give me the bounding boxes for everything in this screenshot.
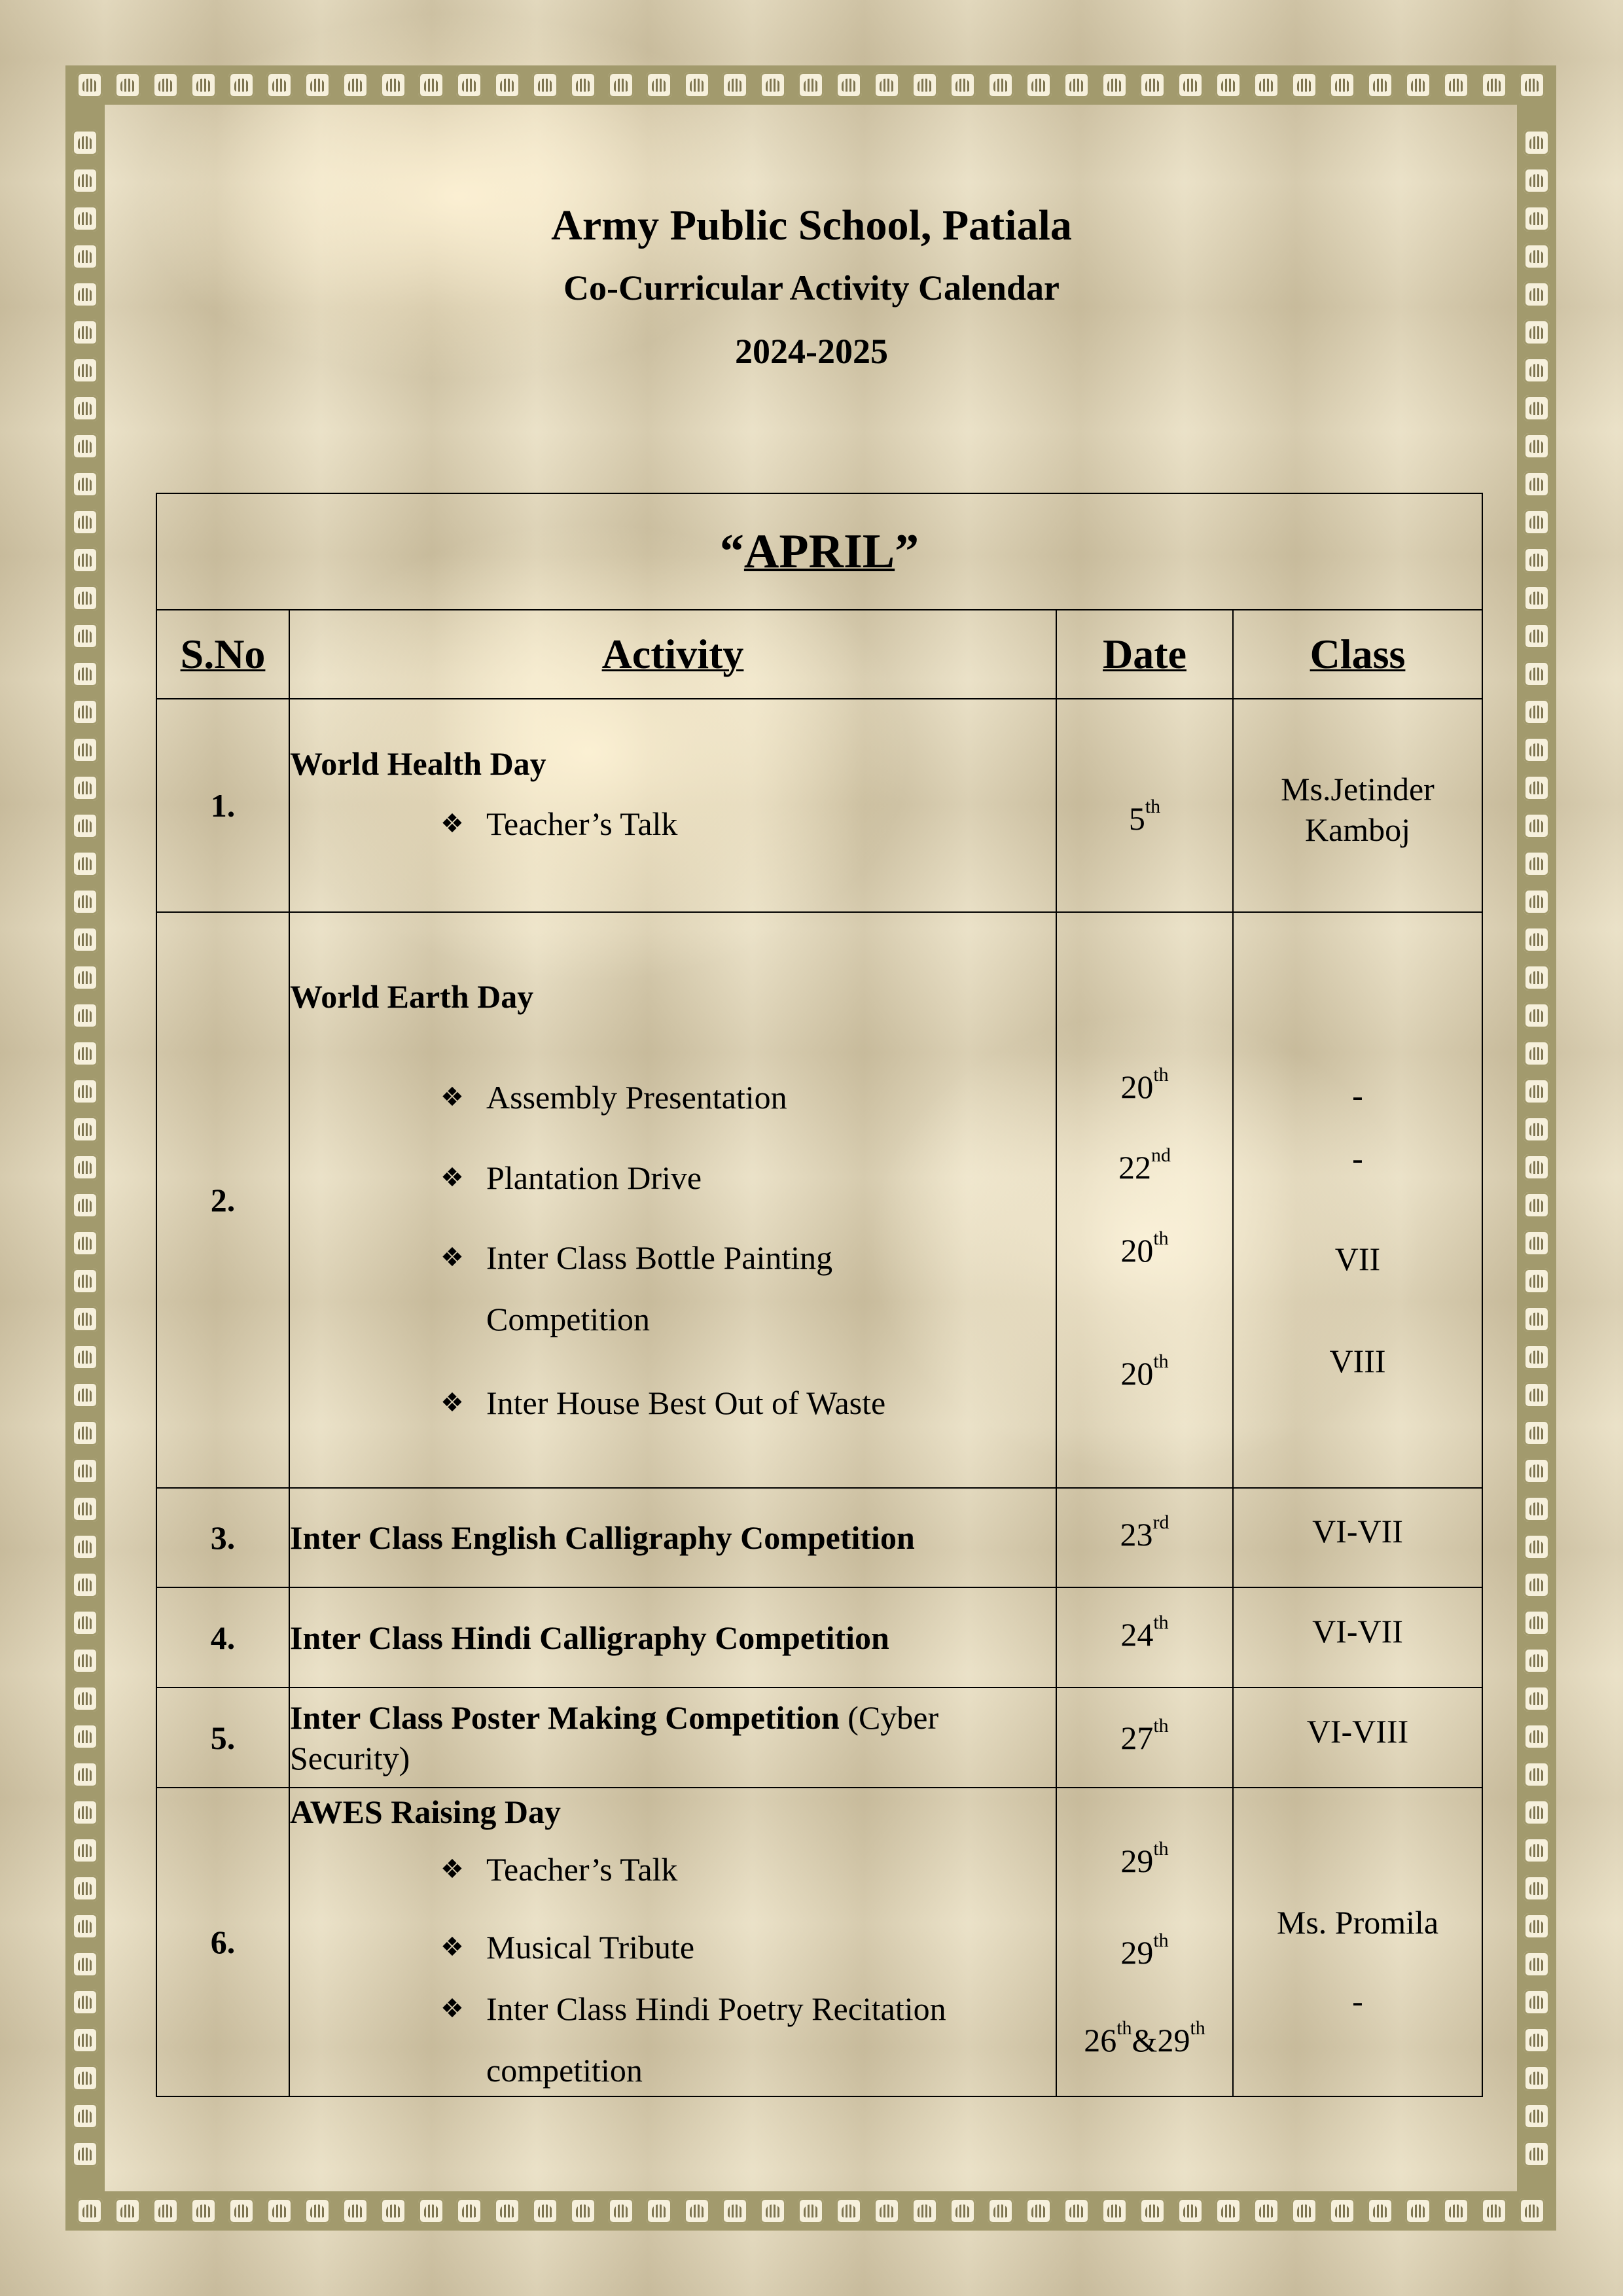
border-ornament-icon bbox=[1101, 2198, 1128, 2224]
border-ornament-icon bbox=[72, 1837, 98, 1863]
quote-open: “ bbox=[719, 524, 744, 578]
border-ornament-icon bbox=[152, 2198, 179, 2224]
border-ornament-icon bbox=[72, 1686, 98, 1712]
border-ornament-icon bbox=[1524, 1648, 1550, 1674]
border-ornament-icon bbox=[608, 2198, 634, 2224]
date-entry: 29th bbox=[1120, 1838, 1169, 1879]
border-ornament-icon bbox=[988, 2198, 1014, 2224]
border-ornament-icon bbox=[1524, 1268, 1550, 1294]
border-ornament-icon bbox=[1215, 2198, 1241, 2224]
border-ornament-icon bbox=[72, 889, 98, 915]
border-left-ornament bbox=[65, 105, 105, 2191]
border-ornament-icon bbox=[342, 2198, 368, 2224]
border-ornament-icon bbox=[1524, 2027, 1550, 2053]
border-ornament-icon bbox=[912, 72, 938, 98]
border-ornament-icon bbox=[1524, 964, 1550, 991]
border-ornament-icon bbox=[1063, 72, 1090, 98]
border-ornament-icon bbox=[1524, 1382, 1550, 1408]
row-class: VI-VII bbox=[1233, 1488, 1482, 1587]
border-ornament-icon bbox=[1291, 2198, 1317, 2224]
border-ornament-icon bbox=[72, 699, 98, 725]
border-ornament-icon bbox=[72, 1116, 98, 1142]
border-ornament-icon bbox=[1524, 1078, 1550, 1104]
activity-item-text-cont: Competition bbox=[486, 1301, 650, 1337]
activity-item-text: Teacher’s Talk bbox=[486, 1851, 678, 1888]
activity-item-text: Inter Class Bottle Painting bbox=[486, 1239, 833, 1276]
class-entry: - bbox=[1352, 1140, 1363, 1176]
border-ornament-icon bbox=[1524, 1192, 1550, 1218]
border-ornament-icon bbox=[72, 1420, 98, 1446]
border-ornament-icon bbox=[1253, 72, 1279, 98]
border-bottom-ornament bbox=[65, 2191, 1556, 2231]
border-ornament-icon bbox=[72, 130, 98, 156]
class-entry: - bbox=[1352, 1983, 1363, 2019]
class-line: Ms.Jetinder bbox=[1281, 771, 1435, 807]
bullet-icon: ❖ bbox=[440, 1932, 464, 1962]
border-ornament-icon bbox=[77, 72, 103, 98]
border-ornament-icon bbox=[1524, 1458, 1550, 1484]
border-ornament-icon bbox=[115, 2198, 141, 2224]
table-header-row bbox=[156, 610, 1482, 699]
border-ornament-icon bbox=[190, 2198, 217, 2224]
activity-title: World Health Day bbox=[290, 745, 546, 782]
activity-title-note: (Cyber Security) bbox=[290, 1699, 939, 1776]
border-ornament-icon bbox=[72, 775, 98, 801]
border-ornament-icon bbox=[72, 1306, 98, 1332]
border-ornament-icon bbox=[72, 1913, 98, 1939]
bullet-icon: ❖ bbox=[440, 1854, 464, 1884]
calendar-title: Co-Curricular Activity Calendar bbox=[563, 268, 1060, 308]
table-row bbox=[156, 1687, 1482, 1788]
border-ornament-icon bbox=[1524, 1344, 1550, 1370]
border-ornament-icon bbox=[72, 1723, 98, 1750]
border-ornament-icon bbox=[72, 927, 98, 953]
row-activity bbox=[289, 1687, 1056, 1788]
border-ornament-icon bbox=[72, 2027, 98, 2053]
row-date bbox=[1056, 1788, 1233, 2096]
header-sno: S.No bbox=[156, 610, 289, 699]
border-top-ornament bbox=[65, 65, 1556, 105]
border-ornament-icon bbox=[72, 813, 98, 839]
border-ornament-icon bbox=[950, 72, 976, 98]
border-ornament-icon bbox=[912, 2198, 938, 2224]
border-ornament-icon bbox=[1524, 2065, 1550, 2091]
month-name: APRIL bbox=[743, 524, 895, 578]
border-ornament-icon bbox=[1253, 2198, 1279, 2224]
border-ornament-icon bbox=[1329, 2198, 1355, 2224]
activity-title: Inter Class Poster Making Competition bbox=[290, 1699, 840, 1736]
border-ornament-icon bbox=[72, 1761, 98, 1788]
border-ornament-icon bbox=[1524, 130, 1550, 156]
border-ornament-icon bbox=[228, 72, 255, 98]
border-ornament-icon bbox=[72, 1344, 98, 1370]
border-ornament-icon bbox=[1524, 1572, 1550, 1598]
table-row bbox=[156, 1587, 1482, 1687]
border-ornament-icon bbox=[760, 72, 786, 98]
border-ornament-icon bbox=[1291, 72, 1317, 98]
border-ornament-icon bbox=[1524, 1002, 1550, 1029]
row-sno: 5. bbox=[156, 1687, 289, 1788]
activity-item-text: Assembly Presentation bbox=[486, 1079, 787, 1116]
border-ornament-icon bbox=[1524, 2141, 1550, 2167]
border-ornament-icon bbox=[72, 1648, 98, 1674]
border-ornament-icon bbox=[1524, 699, 1550, 725]
bullet-icon: ❖ bbox=[440, 1388, 464, 1418]
border-ornament-icon bbox=[646, 2198, 672, 2224]
date-entry: 22nd bbox=[1118, 1144, 1171, 1186]
activity-item-text: Inter House Best Out of Waste bbox=[486, 1385, 886, 1421]
border-ornament-icon bbox=[72, 471, 98, 497]
activity-item bbox=[440, 1850, 677, 1889]
border-ornament-icon bbox=[72, 168, 98, 194]
border-ornament-icon bbox=[1524, 1420, 1550, 1446]
border-ornament-icon bbox=[950, 2198, 976, 2224]
header-class: Class bbox=[1233, 610, 1482, 699]
row-sno: 6. bbox=[156, 1788, 289, 2096]
border-ornament-icon bbox=[72, 1458, 98, 1484]
date-value: 5 bbox=[1128, 800, 1145, 837]
border-ornament-icon bbox=[1524, 1799, 1550, 1826]
border-ornament-icon bbox=[1405, 2198, 1431, 2224]
border-ornament-icon bbox=[1524, 1723, 1550, 1750]
border-ornament-icon bbox=[1524, 509, 1550, 535]
table-row bbox=[156, 1488, 1482, 1587]
date-entry: 20th bbox=[1120, 1064, 1169, 1105]
row-sno: 4. bbox=[156, 1587, 289, 1687]
border-ornament-icon bbox=[72, 585, 98, 611]
border-ornament-icon bbox=[1063, 2198, 1090, 2224]
border-ornament-icon bbox=[684, 2198, 710, 2224]
border-ornament-icon bbox=[1524, 851, 1550, 877]
border-ornament-icon bbox=[532, 72, 558, 98]
border-ornament-icon bbox=[570, 2198, 596, 2224]
border-ornament-icon bbox=[77, 2198, 103, 2224]
row-date bbox=[1056, 912, 1233, 1488]
border-ornament-icon bbox=[380, 2198, 406, 2224]
row-class: VI-VII bbox=[1233, 1587, 1482, 1687]
border-ornament-icon bbox=[1524, 395, 1550, 421]
border-ornament-icon bbox=[72, 623, 98, 649]
border-ornament-icon bbox=[1367, 2198, 1393, 2224]
border-ornament-icon bbox=[1524, 661, 1550, 687]
date-entry: 29th bbox=[1120, 1930, 1169, 1971]
table-row bbox=[156, 699, 1482, 912]
border-ornament-icon bbox=[266, 2198, 293, 2224]
border-ornament-icon bbox=[1524, 1154, 1550, 1180]
border-ornament-icon bbox=[1524, 1989, 1550, 2015]
activity-item bbox=[440, 1383, 885, 1422]
activity-item bbox=[440, 1078, 787, 1117]
border-ornament-icon bbox=[72, 1154, 98, 1180]
activity-item-text: Inter Class Hindi Poetry Recitation bbox=[486, 1990, 946, 2027]
border-ornament-icon bbox=[1524, 1116, 1550, 1142]
border-ornament-icon bbox=[72, 1572, 98, 1598]
border-ornament-icon bbox=[1215, 72, 1241, 98]
border-ornament-icon bbox=[1524, 1306, 1550, 1332]
border-ornament-icon bbox=[72, 1078, 98, 1104]
border-ornament-icon bbox=[1329, 72, 1355, 98]
border-ornament-icon bbox=[684, 72, 710, 98]
border-ornament-icon bbox=[836, 72, 862, 98]
border-ornament-icon bbox=[304, 72, 330, 98]
border-ornament-icon bbox=[1524, 471, 1550, 497]
border-ornament-icon bbox=[1026, 72, 1052, 98]
date-entry: 20th bbox=[1120, 1351, 1169, 1392]
border-ornament-icon bbox=[646, 72, 672, 98]
activity-item bbox=[440, 1978, 946, 2101]
bullet-icon: ❖ bbox=[440, 1163, 464, 1193]
activity-item bbox=[440, 804, 1056, 843]
row-date: 24th bbox=[1056, 1587, 1233, 1687]
row-activity bbox=[289, 699, 1056, 912]
activity-title: World Earth Day bbox=[290, 978, 534, 1015]
border-ornament-icon bbox=[1524, 1875, 1550, 1901]
border-ornament-icon bbox=[1524, 2103, 1550, 2129]
border-ornament-icon bbox=[456, 2198, 482, 2224]
row-sno: 3. bbox=[156, 1488, 289, 1587]
border-ornament-icon bbox=[570, 72, 596, 98]
bullet-icon: ❖ bbox=[440, 1994, 464, 2024]
activity-item-text: Plantation Drive bbox=[486, 1159, 702, 1196]
border-ornament-icon bbox=[494, 2198, 520, 2224]
border-ornament-icon bbox=[760, 2198, 786, 2224]
activity-table bbox=[156, 493, 1483, 2097]
month-heading bbox=[156, 493, 1482, 610]
border-ornament-icon bbox=[380, 72, 406, 98]
border-ornament-icon bbox=[1524, 927, 1550, 953]
border-ornament-icon bbox=[72, 2141, 98, 2167]
border-ornament-icon bbox=[1405, 72, 1431, 98]
border-ornament-icon bbox=[1524, 775, 1550, 801]
border-ornament-icon bbox=[72, 509, 98, 535]
class-entry: VIII bbox=[1329, 1343, 1386, 1379]
border-ornament-icon bbox=[1101, 72, 1128, 98]
border-ornament-icon bbox=[1524, 433, 1550, 459]
row-activity bbox=[289, 912, 1056, 1488]
border-ornament-icon bbox=[798, 2198, 824, 2224]
border-ornament-icon bbox=[1367, 72, 1393, 98]
border-ornament-icon bbox=[1524, 1040, 1550, 1067]
row-class bbox=[1233, 1788, 1482, 2096]
border-ornament-icon bbox=[72, 851, 98, 877]
activity-item bbox=[440, 1158, 702, 1197]
border-ornament-icon bbox=[72, 1382, 98, 1408]
border-ornament-icon bbox=[1481, 2198, 1507, 2224]
activity-item bbox=[440, 1928, 694, 1967]
activity-item-text: Musical Tribute bbox=[486, 1929, 695, 1966]
border-ornament-icon bbox=[1524, 1610, 1550, 1636]
border-ornament-icon bbox=[72, 737, 98, 763]
bullet-icon: ❖ bbox=[440, 809, 464, 839]
class-entry: - bbox=[1352, 1077, 1363, 1114]
border-ornament-icon bbox=[72, 1989, 98, 2015]
border-ornament-icon bbox=[1524, 547, 1550, 573]
border-ornament-icon bbox=[72, 1268, 98, 1294]
border-ornament-icon bbox=[722, 72, 748, 98]
border-ornament-icon bbox=[1524, 1496, 1550, 1522]
border-ornament-icon bbox=[72, 1192, 98, 1218]
quote-close: ” bbox=[895, 524, 919, 578]
border-ornament-icon bbox=[190, 72, 217, 98]
border-ornament-icon bbox=[72, 1951, 98, 1977]
border-ornament-icon bbox=[1524, 1761, 1550, 1788]
border-ornament-icon bbox=[1524, 737, 1550, 763]
border-ornament-icon bbox=[988, 72, 1014, 98]
border-ornament-icon bbox=[72, 2065, 98, 2091]
row-activity: Inter Class Hindi Calligraphy Competition bbox=[289, 1587, 1056, 1687]
border-ornament-icon bbox=[1139, 72, 1166, 98]
border-ornament-icon bbox=[1524, 1230, 1550, 1256]
class-entry: VII bbox=[1334, 1241, 1381, 1277]
border-ornament-icon bbox=[1524, 813, 1550, 839]
class-line: Kamboj bbox=[1304, 811, 1411, 848]
border-ornament-icon bbox=[72, 1040, 98, 1067]
border-ornament-icon bbox=[418, 2198, 444, 2224]
table-row bbox=[156, 912, 1482, 1488]
border-ornament-icon bbox=[1139, 2198, 1166, 2224]
border-ornament-icon bbox=[72, 1002, 98, 1029]
border-ornament-icon bbox=[115, 72, 141, 98]
activity-item bbox=[440, 1227, 832, 1350]
table-row bbox=[156, 1788, 1482, 2096]
border-ornament-icon bbox=[72, 547, 98, 573]
border-ornament-icon bbox=[418, 72, 444, 98]
row-activity bbox=[289, 1788, 1056, 2096]
border-ornament-icon bbox=[494, 72, 520, 98]
date-entry: 20th bbox=[1120, 1227, 1169, 1269]
border-ornament-icon bbox=[1524, 168, 1550, 194]
activity-title: AWES Raising Day bbox=[290, 1793, 561, 1830]
border-ornament-icon bbox=[342, 72, 368, 98]
border-ornament-icon bbox=[1519, 2198, 1545, 2224]
class-entry: Ms. Promila bbox=[1276, 1904, 1439, 1941]
school-name: Army Public School, Patiala bbox=[551, 202, 1072, 249]
header-date: Date bbox=[1056, 610, 1233, 699]
border-ornament-icon bbox=[72, 1875, 98, 1901]
row-class: VI-VIII bbox=[1233, 1687, 1482, 1788]
border-ornament-icon bbox=[874, 2198, 900, 2224]
document-header bbox=[0, 196, 1623, 383]
border-ornament-icon bbox=[608, 72, 634, 98]
border-ornament-icon bbox=[1524, 889, 1550, 915]
border-ornament-icon bbox=[266, 72, 293, 98]
border-ornament-icon bbox=[1026, 2198, 1052, 2224]
border-ornament-icon bbox=[72, 1799, 98, 1826]
border-ornament-icon bbox=[1524, 1686, 1550, 1712]
border-ornament-icon bbox=[1524, 1913, 1550, 1939]
border-ornament-icon bbox=[1524, 623, 1550, 649]
border-ornament-icon bbox=[72, 1534, 98, 1560]
border-ornament-icon bbox=[72, 661, 98, 687]
date-entry: 26th&29th bbox=[1084, 2017, 1205, 2058]
border-ornament-icon bbox=[874, 72, 900, 98]
border-ornament-icon bbox=[152, 72, 179, 98]
border-ornament-icon bbox=[1481, 72, 1507, 98]
row-sno: 1. bbox=[156, 699, 289, 912]
border-ornament-icon bbox=[1443, 72, 1469, 98]
row-activity: Inter Class English Calligraphy Competition bbox=[289, 1488, 1056, 1587]
border-ornament-icon bbox=[836, 2198, 862, 2224]
row-sno: 2. bbox=[156, 912, 289, 1488]
border-ornament-icon bbox=[798, 72, 824, 98]
border-ornament-icon bbox=[72, 433, 98, 459]
border-ornament-icon bbox=[228, 2198, 255, 2224]
border-ornament-icon bbox=[532, 2198, 558, 2224]
date-suffix: th bbox=[1145, 796, 1161, 817]
activity-item-text-cont: competition bbox=[486, 2052, 643, 2089]
border-right-ornament bbox=[1517, 105, 1556, 2191]
border-ornament-icon bbox=[1443, 2198, 1469, 2224]
activity-item-text: Teacher’s Talk bbox=[486, 805, 678, 842]
border-ornament-icon bbox=[72, 2103, 98, 2129]
border-ornament-icon bbox=[456, 72, 482, 98]
border-ornament-icon bbox=[1177, 72, 1204, 98]
bullet-icon: ❖ bbox=[440, 1243, 464, 1273]
row-class bbox=[1233, 699, 1482, 912]
row-date: 27th bbox=[1056, 1687, 1233, 1788]
bullet-icon: ❖ bbox=[440, 1082, 464, 1112]
border-ornament-icon bbox=[72, 395, 98, 421]
border-ornament-icon bbox=[72, 1230, 98, 1256]
border-ornament-icon bbox=[1524, 1837, 1550, 1863]
border-ornament-icon bbox=[1177, 2198, 1204, 2224]
border-ornament-icon bbox=[1519, 72, 1545, 98]
border-ornament-icon bbox=[72, 1496, 98, 1522]
academic-year: 2024-2025 bbox=[735, 332, 888, 371]
header-activity: Activity bbox=[289, 610, 1056, 699]
border-ornament-icon bbox=[1524, 1534, 1550, 1560]
border-ornament-icon bbox=[304, 2198, 330, 2224]
border-ornament-icon bbox=[1524, 1951, 1550, 1977]
border-ornament-icon bbox=[72, 964, 98, 991]
row-date: 23rd bbox=[1056, 1488, 1233, 1587]
row-class bbox=[1233, 912, 1482, 1488]
border-ornament-icon bbox=[722, 2198, 748, 2224]
border-ornament-icon bbox=[72, 1610, 98, 1636]
row-date bbox=[1056, 699, 1233, 912]
border-ornament-icon bbox=[1524, 585, 1550, 611]
